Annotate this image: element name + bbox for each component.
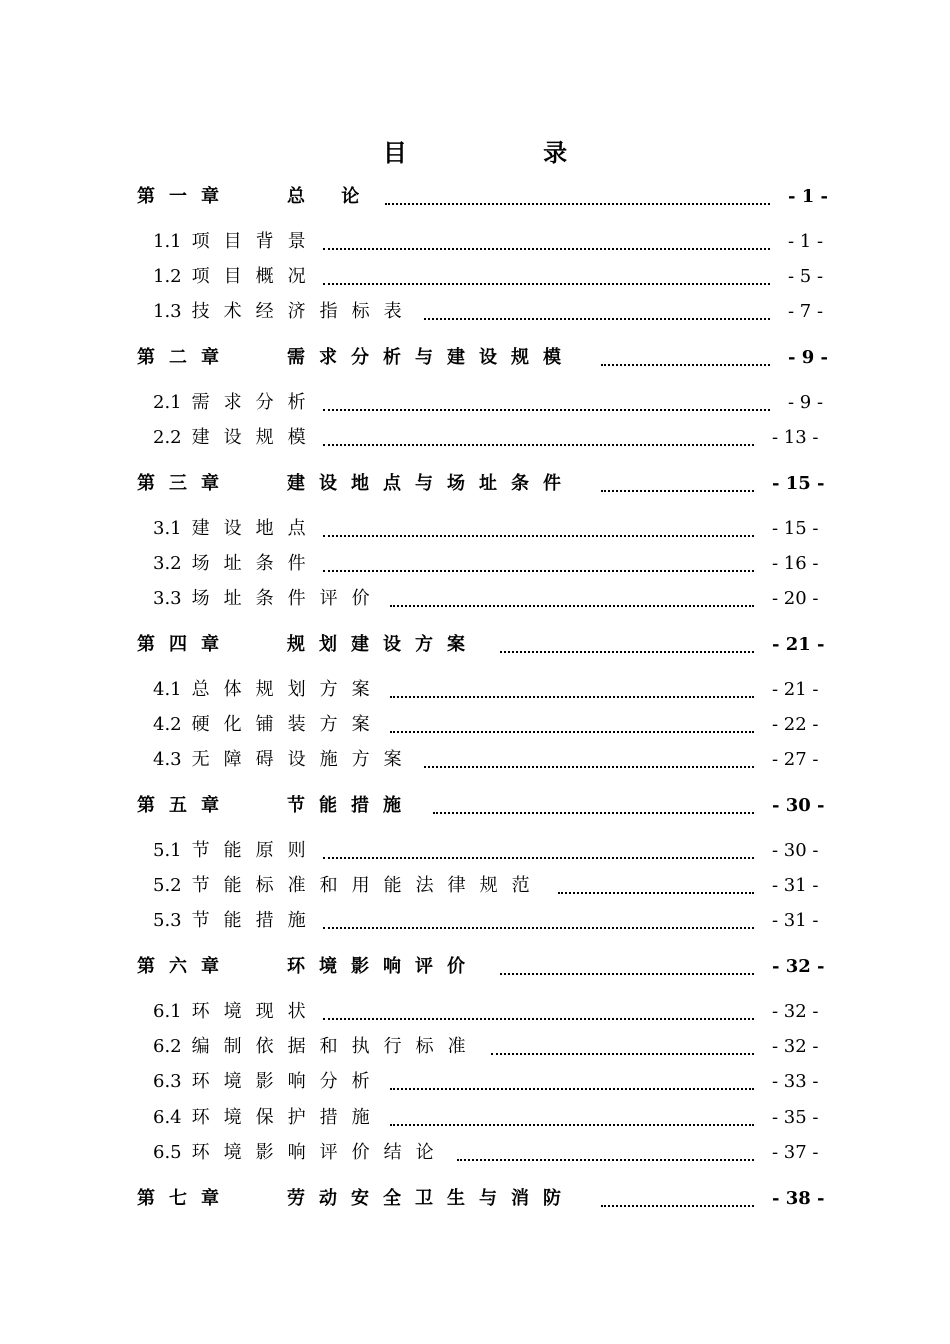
dot-leader <box>323 570 754 572</box>
section-number: 6.1 <box>153 1001 182 1022</box>
page-number: - 15 - <box>772 473 825 494</box>
toc-entry-label <box>153 231 320 253</box>
page-number: - 31 - <box>772 910 819 931</box>
toc-entry-label <box>153 588 384 610</box>
toc-chapter-row[interactable] <box>0 954 950 980</box>
toc-entry-label <box>153 266 320 288</box>
dot-leader <box>323 857 754 859</box>
toc-entry-label <box>153 427 320 449</box>
section-number: 5.2 <box>153 875 182 896</box>
page-number: - 30 - <box>772 840 819 861</box>
toc-section-row[interactable] <box>0 229 950 255</box>
toc-section-row[interactable] <box>0 873 950 899</box>
section-title: 环境影响分析 <box>191 1071 384 1092</box>
page-title: 目 录 <box>382 139 632 167</box>
section-number: 2.2 <box>153 427 182 448</box>
toc-chapter-row[interactable] <box>0 184 950 210</box>
toc-entry-label <box>153 1107 384 1129</box>
section-number: 1.3 <box>153 301 182 322</box>
dot-leader <box>323 283 770 285</box>
section-number: 1.1 <box>153 231 182 252</box>
chapter-title: 建设地点与场址条件 <box>287 473 575 494</box>
page-number: - 21 - <box>772 679 819 700</box>
toc-section-row[interactable] <box>0 1069 950 1095</box>
section-title: 节能措施 <box>191 910 320 931</box>
toc-section-row[interactable] <box>0 747 950 773</box>
toc-entry-label <box>153 1001 320 1023</box>
dot-leader <box>323 409 770 411</box>
page-number: - 30 - <box>772 795 825 816</box>
toc-section-row[interactable] <box>0 999 950 1025</box>
toc-entry-label <box>137 634 479 656</box>
chapter-number: 第三章 <box>137 473 233 494</box>
section-number: 6.3 <box>153 1071 182 1092</box>
toc-section-row[interactable] <box>0 1034 950 1060</box>
toc-entry-label <box>153 749 416 771</box>
page-number: - 32 - <box>772 956 825 977</box>
toc-section-row[interactable] <box>0 677 950 703</box>
toc-entry-label <box>137 1188 575 1210</box>
chapter-title: 规划建设方案 <box>287 634 479 655</box>
dot-leader <box>558 892 755 894</box>
dot-leader <box>323 248 770 250</box>
section-number: 6.5 <box>153 1142 182 1163</box>
dot-leader <box>390 696 754 698</box>
section-number: 3.3 <box>153 588 182 609</box>
dot-leader <box>323 535 754 537</box>
section-number: 1.2 <box>153 266 182 287</box>
toc-section-row[interactable] <box>0 586 950 612</box>
section-number: 6.2 <box>153 1036 182 1057</box>
section-title: 环境现状 <box>191 1001 320 1022</box>
page-number: - 33 - <box>772 1071 819 1092</box>
dot-leader <box>491 1053 755 1055</box>
dot-leader <box>424 318 771 320</box>
section-title: 技术经济指标表 <box>191 301 416 322</box>
page-number: - 1 - <box>788 231 824 252</box>
dot-leader <box>323 927 754 929</box>
page-number: - 32 - <box>772 1036 819 1057</box>
chapter-number: 第五章 <box>137 795 233 816</box>
section-number: 2.1 <box>153 392 182 413</box>
page-number: - 31 - <box>772 875 819 896</box>
section-number: 3.2 <box>153 553 182 574</box>
section-number: 4.3 <box>153 749 182 770</box>
page-number: - 27 - <box>772 749 819 770</box>
section-title: 环境保护措施 <box>191 1107 384 1128</box>
page-number: - 9 - <box>788 347 828 368</box>
dot-leader <box>500 973 754 975</box>
page-number: - 7 - <box>788 301 824 322</box>
page-number: - 9 - <box>788 392 824 413</box>
section-number: 5.3 <box>153 910 182 931</box>
toc-section-row[interactable] <box>0 712 950 738</box>
chapter-title: 环境影响评价 <box>287 956 479 977</box>
section-title: 建设规模 <box>191 427 320 448</box>
chapter-title: 总 论 <box>287 186 360 207</box>
toc-section-row[interactable] <box>0 299 950 325</box>
section-title: 环境影响评价结论 <box>191 1142 448 1163</box>
chapter-number: 第六章 <box>137 956 233 977</box>
page-number: - 20 - <box>772 588 819 609</box>
chapter-number: 第二章 <box>137 347 233 368</box>
section-title: 无障碍设施方案 <box>191 749 416 770</box>
dot-leader <box>390 731 754 733</box>
page-number: - 22 - <box>772 714 819 735</box>
chapter-number: 第四章 <box>137 634 233 655</box>
toc-entry-label <box>137 186 360 208</box>
section-title: 节能原则 <box>191 840 320 861</box>
toc-section-row[interactable] <box>0 264 950 290</box>
toc-entry-label <box>137 473 575 495</box>
toc-chapter-row[interactable] <box>0 793 950 819</box>
section-title: 场址条件 <box>191 553 320 574</box>
chapter-title: 节能措施 <box>287 795 415 816</box>
toc-section-row[interactable] <box>0 390 950 416</box>
section-title: 硬化铺装方案 <box>191 714 384 735</box>
dot-leader <box>433 812 754 814</box>
toc-entry-label <box>153 1071 384 1093</box>
toc-chapter-row[interactable] <box>0 632 950 658</box>
dot-leader <box>385 203 770 205</box>
toc-entry-label <box>153 553 320 575</box>
section-number: 6.4 <box>153 1107 182 1128</box>
page-number: - 13 - <box>772 427 819 448</box>
section-title: 项目概况 <box>191 266 320 287</box>
toc-entry-label <box>153 301 416 323</box>
toc-entry-label <box>137 956 479 978</box>
page-number: - 5 - <box>788 266 824 287</box>
dot-leader <box>390 1088 754 1090</box>
page-number: - 35 - <box>772 1107 819 1128</box>
toc-entry-label <box>153 1036 480 1058</box>
toc-section-row[interactable] <box>0 1140 950 1166</box>
toc-entry-label <box>137 795 415 817</box>
section-number: 4.2 <box>153 714 182 735</box>
dot-leader <box>323 444 754 446</box>
toc-entry-label <box>153 875 544 897</box>
dot-leader <box>424 766 755 768</box>
section-title: 建设地点 <box>191 518 320 539</box>
dot-leader <box>601 364 771 366</box>
section-title: 项目背景 <box>191 231 320 252</box>
toc-section-row[interactable] <box>0 425 950 451</box>
toc-entry-label <box>153 840 320 862</box>
toc-chapter-row[interactable] <box>0 345 950 371</box>
toc-entry-label <box>153 910 320 932</box>
dot-leader <box>390 605 754 607</box>
toc-chapter-row[interactable] <box>0 471 950 497</box>
toc-entry-label <box>153 714 384 736</box>
page-number: - 15 - <box>772 518 819 539</box>
toc-chapter-row[interactable] <box>0 1186 950 1212</box>
chapter-title: 需求分析与建设规模 <box>287 347 575 368</box>
toc-entry-label <box>153 392 320 414</box>
section-title: 需求分析 <box>191 392 320 413</box>
toc-entry-label <box>153 1142 448 1164</box>
section-title: 总体规划方案 <box>191 679 384 700</box>
toc-section-row[interactable] <box>0 1105 950 1131</box>
page-number: - 32 - <box>772 1001 819 1022</box>
page-number: - 1 - <box>788 186 828 207</box>
chapter-number: 第一章 <box>137 186 233 207</box>
page-number: - 38 - <box>772 1188 825 1209</box>
chapter-title: 劳动安全卫生与消防 <box>287 1188 575 1209</box>
section-title: 节能标准和用能法律规范 <box>191 875 544 896</box>
section-title: 场址条件评价 <box>191 588 384 609</box>
toc-entry-label <box>137 347 575 369</box>
dot-leader <box>601 490 755 492</box>
dot-leader <box>390 1124 754 1126</box>
toc-entry-label <box>153 679 384 701</box>
dot-leader <box>601 1205 755 1207</box>
section-title: 编制依据和执行标准 <box>191 1036 480 1057</box>
page-number: - 21 - <box>772 634 825 655</box>
dot-leader <box>323 1018 754 1020</box>
page-number: - 16 - <box>772 553 819 574</box>
section-number: 3.1 <box>153 518 182 539</box>
page-number: - 37 - <box>772 1142 819 1163</box>
section-number: 5.1 <box>153 840 182 861</box>
toc-section-row[interactable] <box>0 516 950 542</box>
toc-section-row[interactable] <box>0 838 950 864</box>
section-number: 4.1 <box>153 679 182 700</box>
toc-section-row[interactable] <box>0 908 950 934</box>
dot-leader <box>457 1159 754 1161</box>
dot-leader <box>500 651 754 653</box>
toc-section-row[interactable] <box>0 551 950 577</box>
chapter-number: 第七章 <box>137 1188 233 1209</box>
toc-entry-label <box>153 518 320 540</box>
